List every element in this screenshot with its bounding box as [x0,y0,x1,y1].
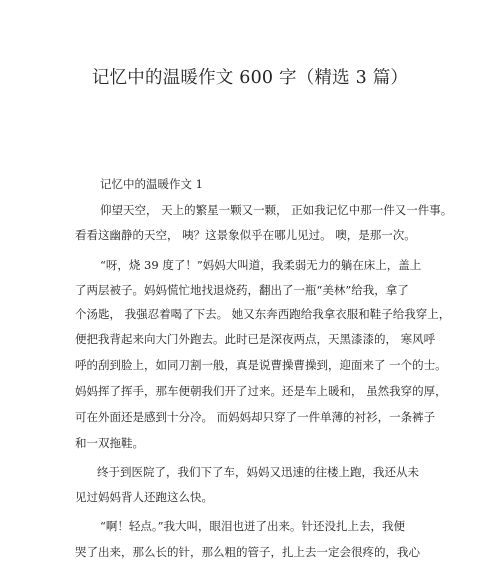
paragraph-line: 见过妈妈背人还跑这么快。 [75,490,213,504]
section-heading: 记忆中的温暖作文 1 [100,177,203,191]
paragraph-line: 哭了出来，那么长的针，那么粗的管子，扎上去一定会很疼的，我心 [75,545,420,559]
paragraph-line: 呼的刮到脸上，如同刀割一般，真是说曹操曹操到，迎面来了 一个的士。 [75,358,447,372]
paragraph-line: 和一双拖鞋。 [75,436,144,450]
paragraph-line: “呀，烧 39 度了！”妈妈大叫道，我柔弱无力的躺在床上，盖上 [100,258,422,272]
paragraph-line: “啊！轻点。”我大叫，眼泪也迸了出来。针还没扎上去，我便 [100,519,406,533]
paragraph-line: 个汤匙， 我强忍着喝了下去。 她又东奔西跑给我拿衣服和鞋子给我穿上， [75,307,451,321]
paragraph-line: 可在外面还是感到十分冷。 而妈妈却只穿了一件单薄的衬衫，一条裤子 [75,410,436,424]
paragraph-line: 看看这幽静的天空， 咦？这景象似乎在哪儿见过。 噢，是那一次。 [75,228,416,242]
paragraph-line: 终于到医院了，我们下了车，妈妈又迅速的往楼上跑，我还从未 [97,465,419,479]
document-title: 记忆中的温暖作文 600 字（精选 3 篇） [91,68,409,88]
paragraph-line: 了两层被子。妈妈慌忙地找退烧药，翻出了一瓶“美林”给我，拿了 [75,283,409,297]
paragraph-line: 仰望天空， 天上的繁星一颗又一颗， 正如我记忆中那一件又一件事。 [100,203,453,217]
paragraph-line: 妈妈挥了挥手，那车便朝我们开了过来。还是车上暖和， 虽然我穿的厚， [75,384,447,398]
paragraph-line: 便把我背起来向大门外跑去。此时已是深夜两点，天黑漆漆的， 寒风呼 [75,332,436,346]
